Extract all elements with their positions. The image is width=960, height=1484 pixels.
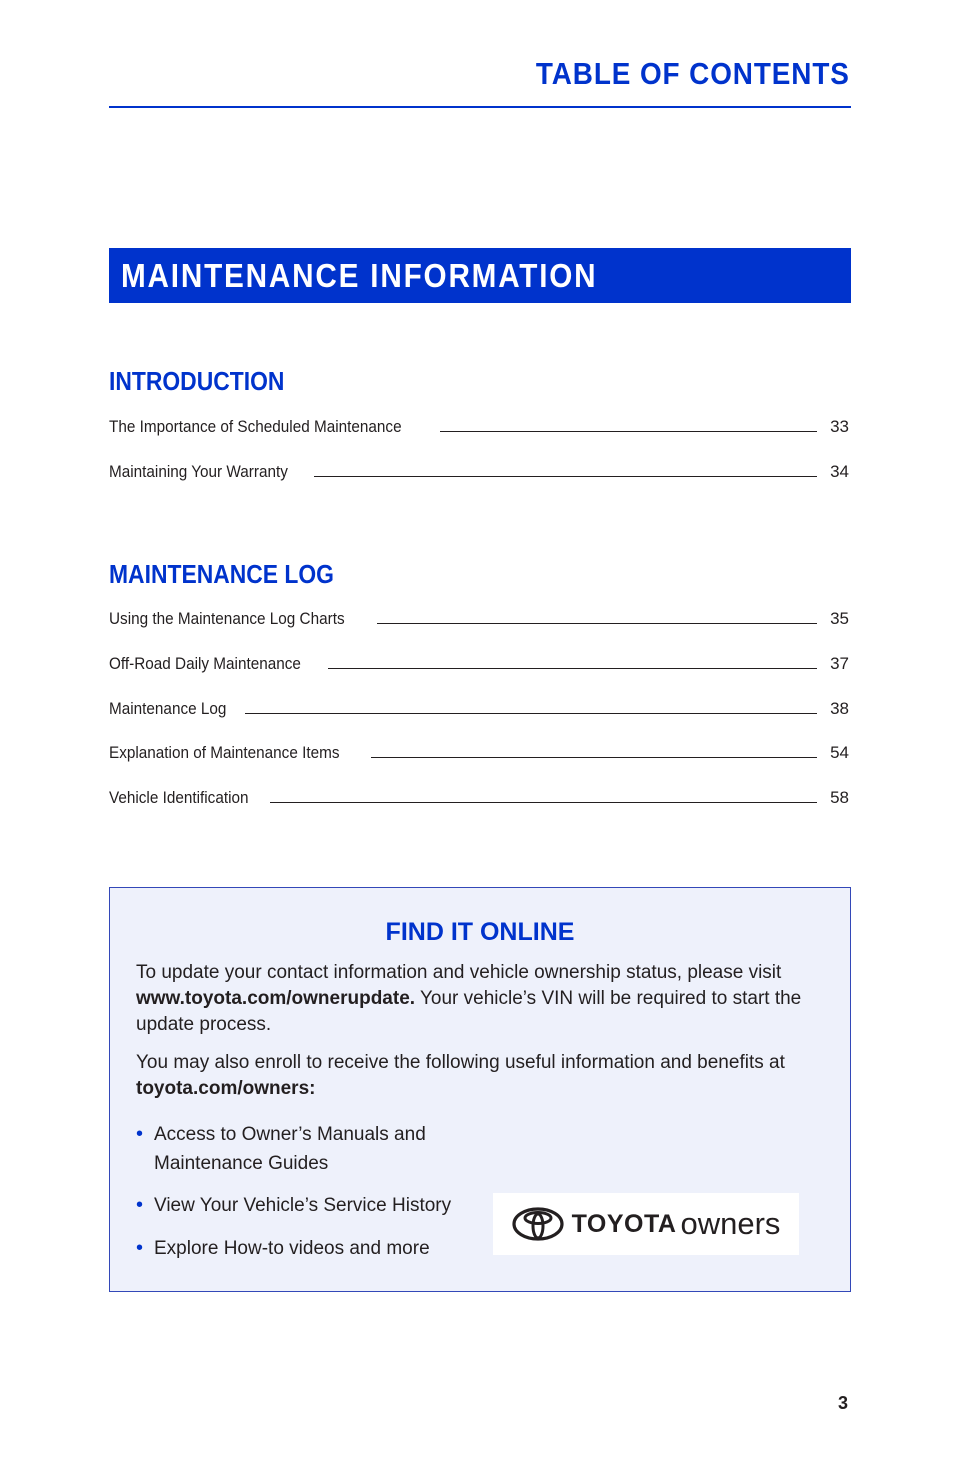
bullet-dot-icon: • [136, 1237, 144, 1259]
benefit-text: Access to Owner’s Manuals and Maintenance Guides [154, 1124, 426, 1174]
toc-entry-page: 58 [830, 788, 849, 807]
toc-entry-page: 34 [830, 462, 849, 481]
bullet-dot-icon: • [136, 1123, 144, 1145]
title-rule [109, 106, 851, 108]
toc-entry-label: The Importance of Scheduled Maintenance [109, 417, 402, 436]
update-info-text-cont: Your vehicle’s VIN will be required to start the update process. [136, 988, 802, 1035]
toc-entry-label: Off-Road Daily Maintenance [109, 654, 301, 673]
toc-entry[interactable] [109, 650, 849, 674]
logo-owners-text: owners [680, 1206, 781, 1241]
toc-entry-page: 33 [830, 417, 849, 436]
bullet-dot-icon: • [136, 1194, 144, 1216]
toc-leader-line [245, 713, 817, 714]
toyota-owners-logo [493, 1193, 799, 1255]
toc-leader-line [314, 476, 817, 477]
toc-entry-label: Vehicle Identification [109, 788, 249, 807]
toc-entry[interactable] [109, 739, 849, 763]
benefit-bullet [136, 1120, 426, 1178]
toc-entry-label: Maintenance Log [109, 699, 227, 718]
toc-leader-line [371, 757, 817, 758]
toc-entry[interactable] [109, 458, 849, 482]
banner-title: MAINTENANCE INFORMATION [121, 257, 598, 294]
toc-entry-page: 38 [830, 699, 849, 718]
find-it-online-box [109, 887, 851, 1292]
toc-entry-page: 37 [830, 654, 849, 673]
owner-update-link[interactable]: www.toyota.com/ownerupdate. [136, 988, 416, 1009]
toc-entry-label: Using the Maintenance Log Charts [109, 609, 345, 628]
benefit-bullet [136, 1234, 430, 1263]
benefit-bullet [136, 1191, 451, 1220]
logo-brand-text: TOYOTA [571, 1209, 677, 1238]
benefit-text: Explore How-to videos and more [154, 1238, 430, 1259]
toc-leader-line [270, 802, 817, 803]
enroll-paragraph [136, 1050, 836, 1102]
update-info-paragraph [136, 960, 836, 1038]
find-it-online-title: FIND IT ONLINE [385, 918, 575, 946]
toc-entry-page: 35 [830, 609, 849, 628]
toyota-emblem-icon [512, 1207, 564, 1241]
toc-leader-line [377, 623, 817, 624]
toc-entry[interactable] [109, 784, 849, 808]
toc-entry[interactable] [109, 413, 849, 437]
toc-entry[interactable] [109, 605, 849, 629]
update-info-text: To update your contact information and vehicle ownership status, please visit [136, 962, 782, 983]
page-number: 3 [838, 1393, 849, 1413]
toc-entry-page: 54 [830, 743, 849, 762]
toc-leader-line [440, 431, 817, 432]
owners-link[interactable]: toyota.com/owners: [136, 1078, 316, 1099]
section-banner [109, 248, 851, 303]
enroll-text: You may also enroll to receive the following useful information and benefits at [136, 1052, 785, 1073]
toc-leader-line [328, 668, 817, 669]
toc-entry[interactable] [109, 695, 849, 719]
section-heading-maintenance-log: MAINTENANCE LOG [109, 559, 334, 589]
page-title: TABLE OF CONTENTS [536, 56, 850, 91]
benefit-text: View Your Vehicle’s Service History [154, 1195, 452, 1216]
section-heading-introduction: INTRODUCTION [109, 366, 285, 396]
toc-entry-label: Explanation of Maintenance Items [109, 743, 340, 762]
toc-entry-label: Maintaining Your Warranty [109, 462, 288, 481]
